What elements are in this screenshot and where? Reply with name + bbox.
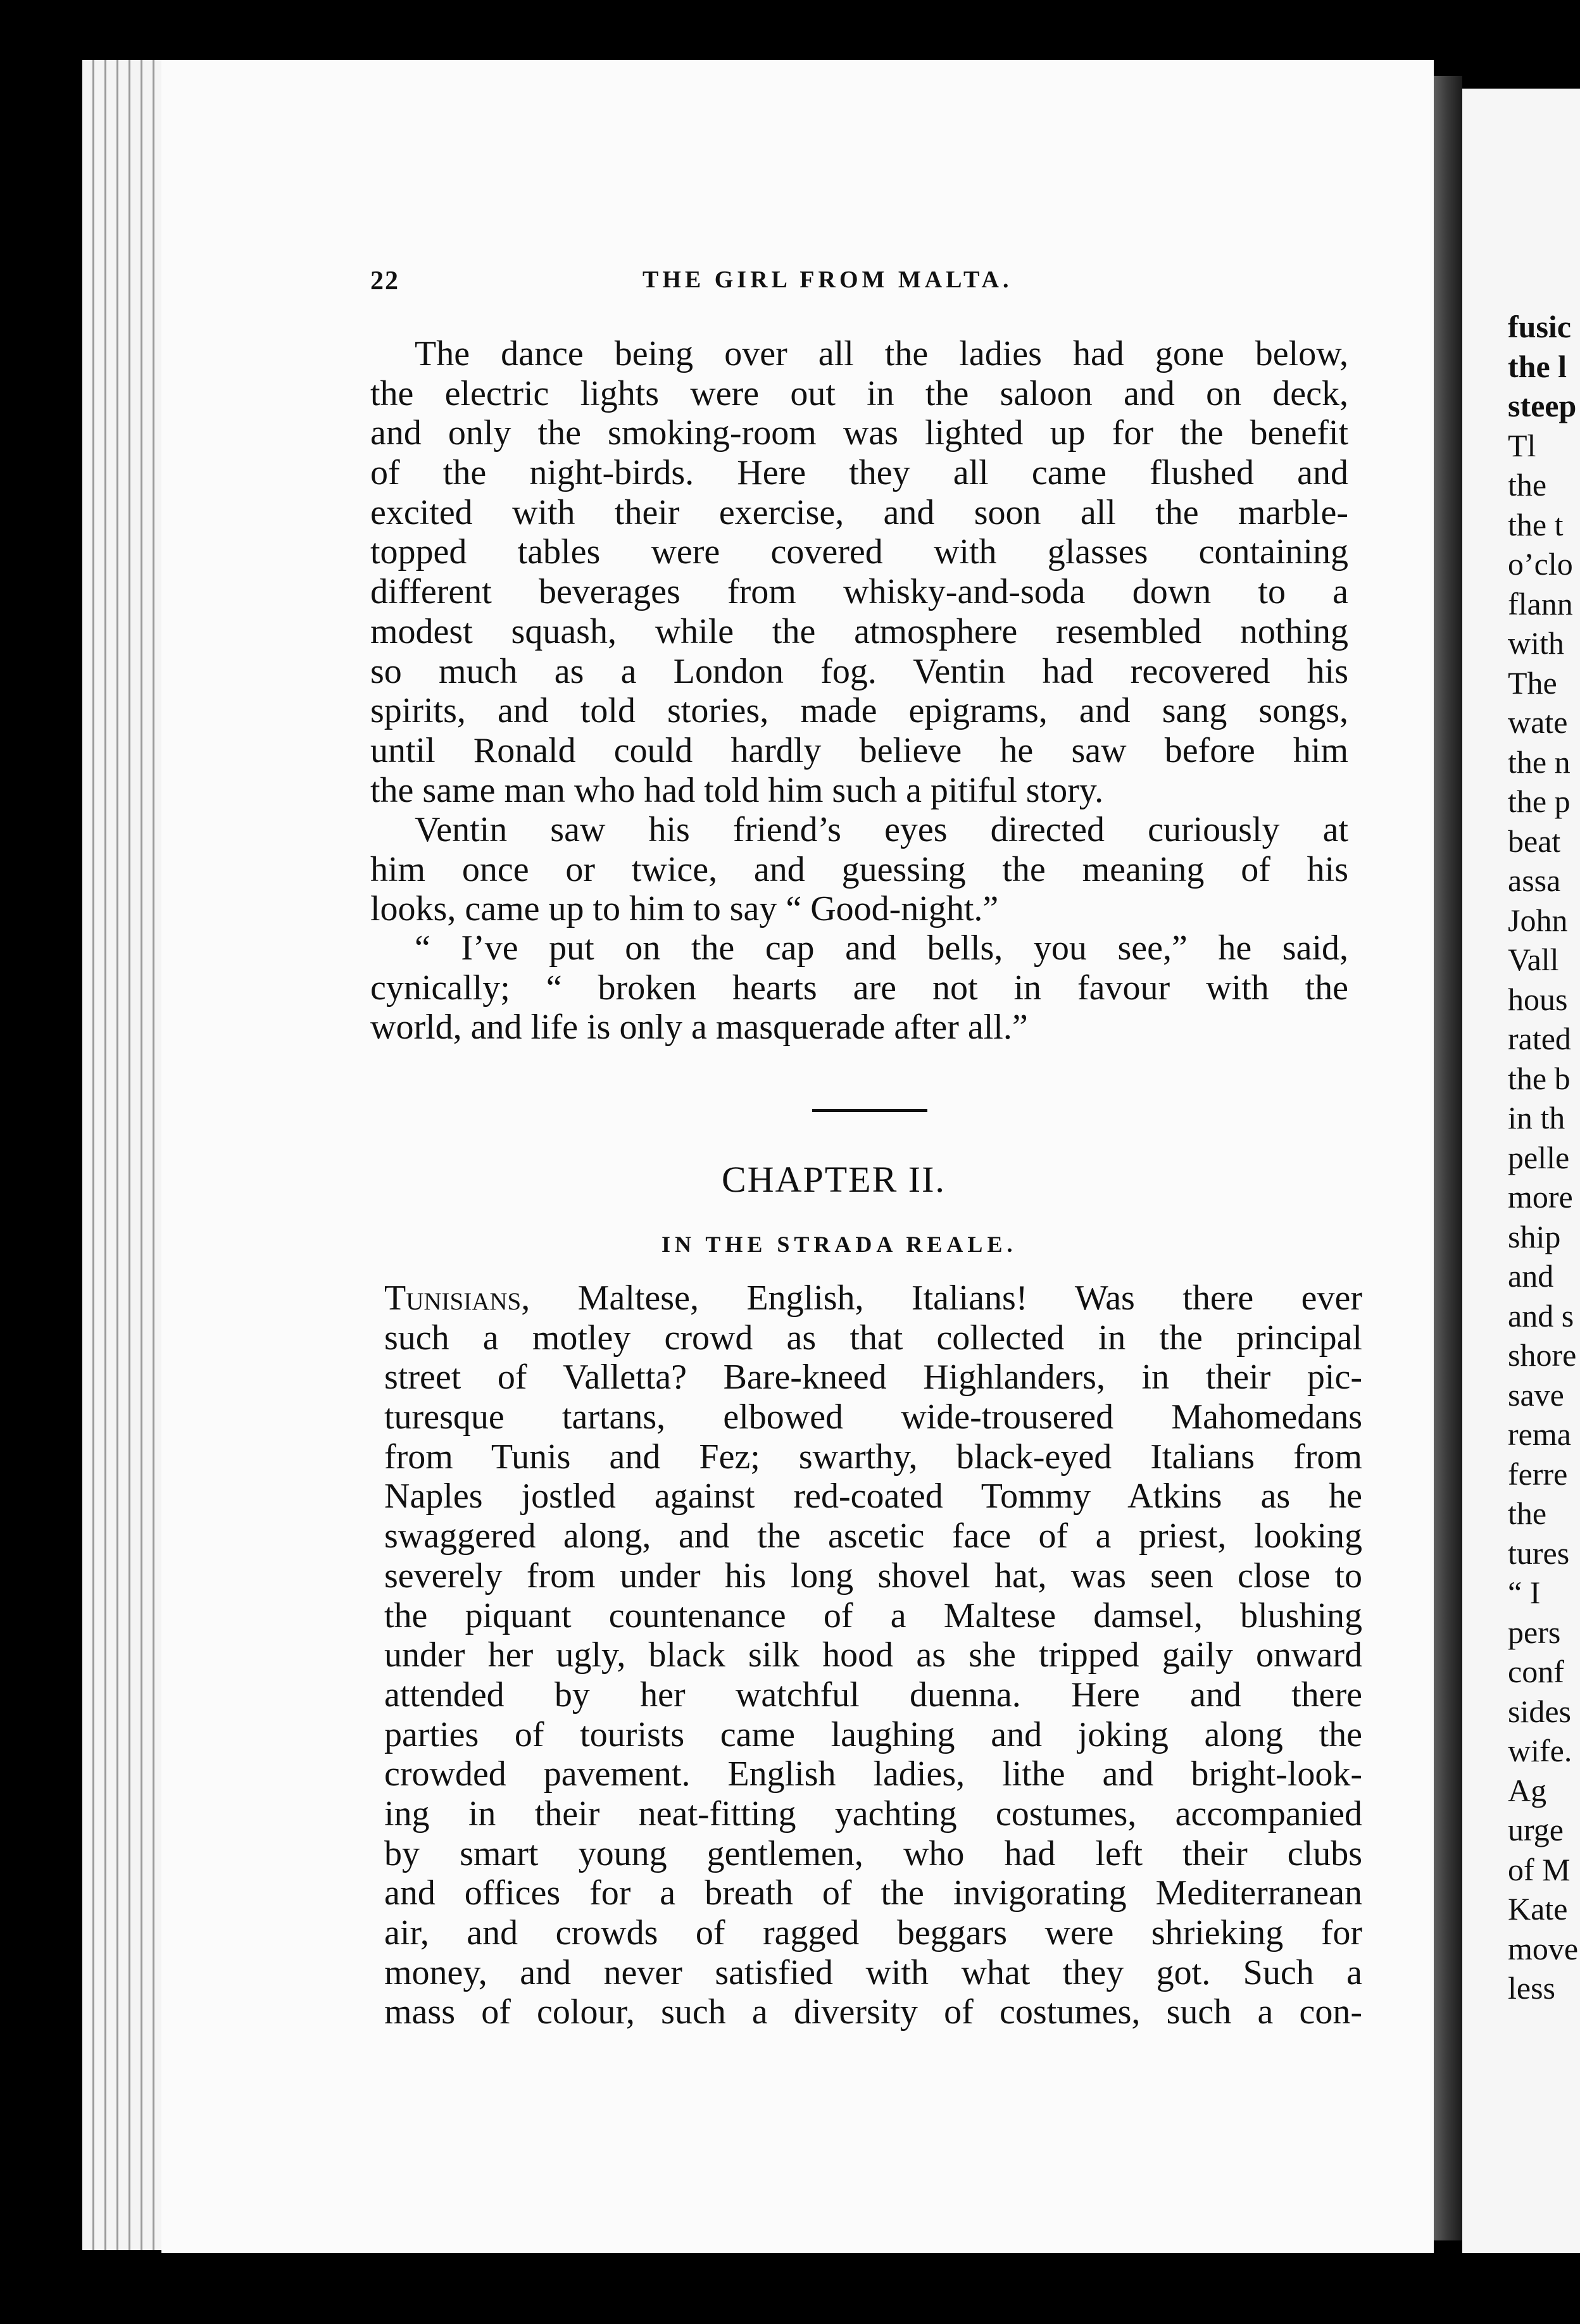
chapter-paragraph	[384, 1278, 1362, 2032]
facing-line-fragment: in th	[1508, 1100, 1565, 1135]
paragraph-2	[370, 810, 1348, 929]
facing-line-fragment: the p	[1508, 784, 1571, 819]
facing-line-fragment: John	[1508, 902, 1568, 938]
text-line: ing in their neat-fitting yachting costumes, accompanied	[384, 1794, 1362, 1834]
facing-line-fragment: the	[1508, 467, 1547, 503]
facing-line-fragment: the t	[1508, 506, 1564, 542]
text-line: excited with their exercise, and soon all the marble-	[370, 492, 1348, 532]
text-line: by smart young gentlemen, who had left their clubs	[384, 1834, 1362, 1873]
text-line: mass of colour, such a diversity of costumes, such a con-	[384, 1992, 1362, 2032]
facing-line-fragment: Kate	[1508, 1891, 1568, 1927]
page-edge-stack	[82, 60, 161, 2250]
facing-page-text	[1508, 307, 1578, 2008]
facing-line-fragment: assa	[1508, 863, 1561, 898]
text-line: crowded pavement. English ladies, lithe and bright-look-	[384, 1754, 1362, 1794]
facing-page	[1462, 89, 1580, 2253]
text-line: the same man who had told him such a pitiful story.	[370, 770, 1104, 810]
paragraph-3	[370, 928, 1348, 1047]
page-number: 22	[370, 266, 399, 296]
text-line: and offices for a breath of the invigorating Mediterranean	[384, 1873, 1362, 1913]
text-line: from Tunis and Fez; swarthy, black-eyed Italians from	[384, 1437, 1362, 1477]
text-line: of the night-birds. Here they all came flushed and	[370, 453, 1348, 493]
text-line: severely from under his long shovel hat, was seen close to	[384, 1556, 1362, 1596]
facing-line-fragment: sides	[1508, 1693, 1571, 1729]
text-line: world, and life is only a masquerade after all.”	[370, 1008, 1028, 1047]
text-line: so much as a London fog. Ventin had recovered his	[370, 651, 1348, 691]
facing-line-fragment: steep	[1508, 388, 1577, 423]
text-line: Ventin saw his friend’s eyes directed curiously at	[415, 810, 1348, 849]
facing-line-fragment: less	[1508, 1970, 1555, 2006]
text-line: the electric lights were out in the saloon and on deck,	[370, 373, 1348, 413]
facing-line-fragment: beat	[1508, 823, 1561, 859]
facing-line-fragment: of M	[1508, 1851, 1571, 1887]
text-line: Naples jostled against red-coated Tommy Atkins as he	[384, 1477, 1362, 1516]
text-line: cynically; “ broken hearts are not in favour with the	[370, 968, 1348, 1008]
facing-line-fragment: rema	[1508, 1416, 1571, 1452]
facing-line-fragment: shore	[1508, 1337, 1577, 1373]
facing-line-fragment: tures	[1508, 1535, 1570, 1571]
facing-line-fragment: and s	[1508, 1297, 1574, 1334]
text-line: swaggered along, and the ascetic face of a priest, looking	[384, 1516, 1362, 1556]
text-line: topped tables were covered with glasses containing	[370, 532, 1348, 572]
facing-line-fragment: Tl	[1508, 427, 1536, 463]
facing-line-fragment: and	[1508, 1258, 1554, 1294]
paragraph-1	[370, 334, 1348, 810]
facing-line-fragment: wife.	[1508, 1733, 1572, 1768]
facing-line-fragment: o’clo	[1508, 546, 1573, 582]
facing-line-fragment: hous	[1508, 981, 1568, 1017]
text-line: parties of tourists came laughing and joking along the	[384, 1715, 1362, 1754]
text-line: spirits, and told stories, made epigrams, and sang songs,	[370, 691, 1348, 731]
facing-line-fragment: The	[1508, 665, 1557, 701]
facing-line-fragment: pelle	[1508, 1139, 1570, 1175]
facing-line-fragment: save	[1508, 1377, 1564, 1413]
facing-line-fragment: urge	[1508, 1812, 1564, 1847]
facing-line-fragment: flann	[1508, 585, 1573, 622]
text-line: attended by her watchful duenna. Here and there	[384, 1675, 1362, 1715]
text-line: turesque tartans, elbowed wide-trousered Mahomedans	[384, 1397, 1362, 1437]
running-title: THE GIRL FROM MALTA.	[643, 266, 1013, 293]
text-line: under her ugly, black silk hood as she tripped gaily onward	[384, 1635, 1362, 1675]
text-line: looks, came up to him to say “ Good-night.”	[370, 889, 999, 929]
text-line: until Ronald could hardly believe he saw before him	[370, 730, 1348, 770]
chapter-heading: CHAPTER II.	[722, 1159, 946, 1200]
text-line: and only the smoking-room was lighted up for the benefit	[370, 413, 1348, 453]
facing-line-fragment: ferre	[1508, 1456, 1568, 1492]
chapter-lines	[384, 1318, 1362, 2032]
chapter-first-line	[384, 1278, 1362, 1318]
text-line: The dance being over all the ladies had gone below,	[415, 334, 1348, 373]
text-line: the piquant countenance of a Maltese damsel, blushing	[384, 1596, 1362, 1635]
facing-line-fragment: Vall	[1508, 942, 1559, 977]
text-line: street of Valletta? Bare-kneed Highlanders, in their pic-	[384, 1358, 1362, 1397]
running-head	[370, 266, 1355, 304]
chapter-first-line-rest: Maltese, English, Italians! Was there ever	[530, 1278, 1362, 1318]
facing-line-fragment: conf	[1508, 1654, 1564, 1689]
section-divider	[812, 1109, 927, 1112]
facing-line-fragment: rated	[1508, 1021, 1571, 1056]
facing-line-fragment: pers	[1508, 1614, 1561, 1650]
text-line: such a motley crowd as that collected in the principal	[384, 1318, 1362, 1358]
facing-line-fragment: the b	[1508, 1060, 1571, 1096]
text-line: him once or twice, and guessing the meaning of his	[370, 849, 1348, 889]
text-line: “ I’ve put on the cap and bells, you see,” he said,	[415, 928, 1348, 968]
facing-line-fragment: wate	[1508, 704, 1568, 740]
chapter-subtitle: IN THE STRADA REALE.	[661, 1232, 1017, 1257]
text-line: different beverages from whisky-and-soda down to a	[370, 572, 1348, 612]
facing-line-fragment: “ I	[1508, 1575, 1541, 1610]
facing-line-fragment: the l	[1508, 348, 1567, 384]
facing-line-fragment: with	[1508, 625, 1564, 661]
facing-line-fragment: Ag	[1508, 1772, 1547, 1808]
facing-line-fragment: fusic	[1508, 309, 1571, 344]
text-line: modest squash, while the atmosphere resembled nothing	[370, 611, 1348, 651]
facing-line-fragment: the	[1508, 1496, 1547, 1531]
facing-line-fragment: move	[1508, 1930, 1579, 1966]
chapter-first-word: Tunisians,	[384, 1278, 530, 1318]
text-line: air, and crowds of ragged beggars were shrieking for	[384, 1913, 1362, 1952]
text-line: money, and never satisfied with what they got. Such a	[384, 1952, 1362, 1992]
facing-line-fragment: more	[1508, 1179, 1573, 1215]
facing-line-fragment: the n	[1508, 744, 1571, 780]
facing-line-fragment: ship	[1508, 1218, 1561, 1254]
